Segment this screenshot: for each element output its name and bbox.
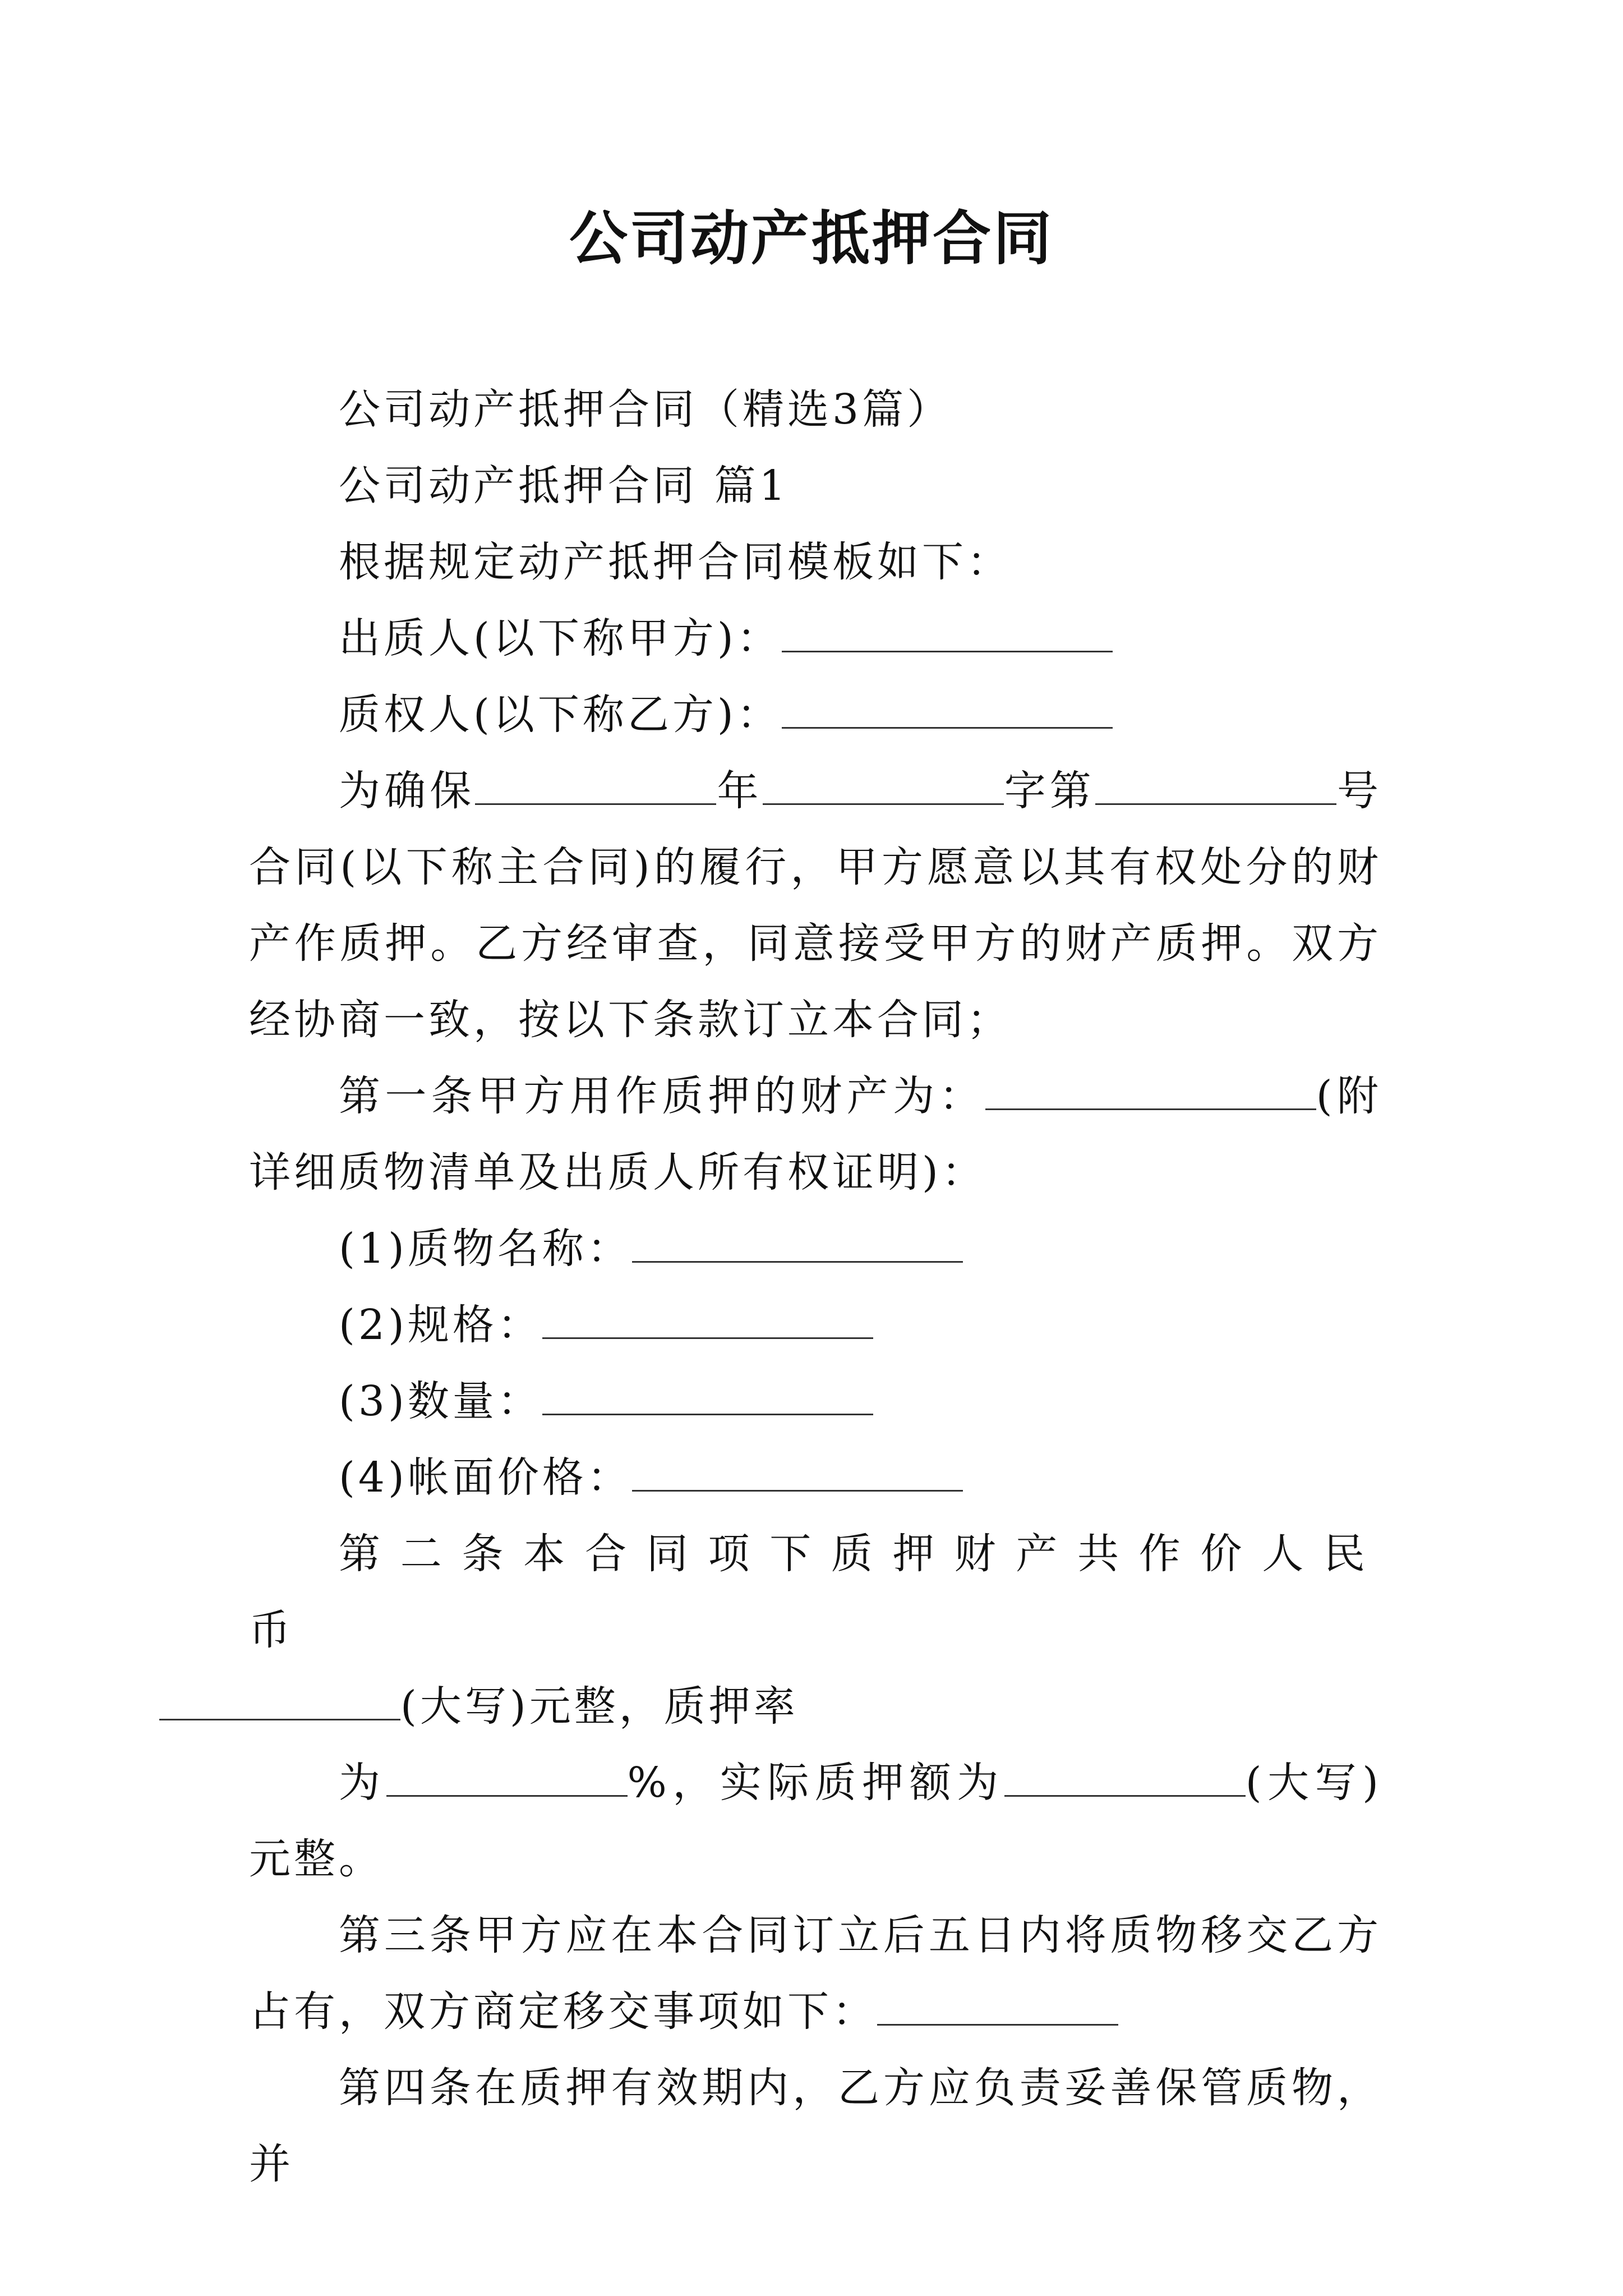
item-spec-line: [249, 1287, 1382, 1363]
actual-pledge-amount-blank: [1004, 1756, 1246, 1797]
item-spec-label: (2)规格：: [339, 1301, 542, 1349]
pledge-rate-text-c: (大写)元整。: [249, 1759, 1382, 1883]
article-1-text-a: 第一条甲方用作质押的财产为：: [339, 1072, 985, 1120]
purpose-text-c: 字第: [1003, 767, 1095, 815]
article-1-paragraph: [249, 1058, 1382, 1211]
article-4-text: 第四条在质押有效期内，乙方应负责妥善保管质物，并: [249, 2064, 1382, 2188]
pledged-property-blank: [985, 1069, 1316, 1110]
article-4-paragraph: [249, 2050, 1382, 2202]
section-heading-text: 公司动产抵押合同 篇1: [339, 462, 789, 510]
pledgee-line: [249, 677, 1382, 753]
contract-number-blank: [1095, 764, 1336, 805]
intro-paragraph: [249, 524, 1382, 600]
purpose-text-a: 为确保: [339, 767, 476, 815]
document-body: [249, 371, 1382, 2202]
pledgor-line: [249, 600, 1382, 677]
intro-text: 根据规定动产抵押合同模板如下：: [339, 538, 1012, 586]
pledge-rate-text-b: %，实际质押额为: [627, 1759, 1004, 1807]
pledgor-label: 出质人(以下称甲方)：: [339, 614, 782, 662]
contract-year-blank: [475, 764, 716, 805]
section-heading: [249, 448, 1382, 524]
item-quantity-label: (3)数量：: [339, 1377, 542, 1425]
document-title: 公司动产抵押合同: [569, 204, 1054, 273]
article-2-text: 第二条本合同项下质押财产共作价人民币: [249, 1530, 1382, 1654]
subtitle-line: [249, 371, 1382, 448]
purpose-paragraph: [249, 753, 1382, 1058]
article-2-continued-text: (大写)元整，质押率: [400, 1682, 799, 1731]
transfer-matters-blank: [877, 1985, 1118, 2026]
item-quantity-line: [249, 1363, 1382, 1439]
item-quantity-blank: [542, 1374, 873, 1415]
item-name-line: [249, 1211, 1382, 1287]
item-value-label: (4)帐面价格：: [339, 1453, 632, 1502]
article-3-paragraph: [249, 1897, 1382, 2050]
item-name-label: (1)质物名称：: [339, 1225, 632, 1273]
item-spec-blank: [542, 1298, 873, 1339]
subtitle-text: 公司动产抵押合同（精选3篇）: [339, 385, 952, 434]
article-2-continued: [249, 1668, 1382, 1745]
valuation-blank: [159, 1680, 400, 1720]
contract-prefix-blank: [763, 764, 1004, 805]
pledge-rate-blank: [386, 1756, 628, 1797]
pledgee-blank: [782, 688, 1113, 729]
article-2-paragraph: [249, 1516, 1382, 1668]
pledge-rate-text-a: 为: [339, 1759, 386, 1807]
item-value-line: [249, 1439, 1382, 1516]
purpose-text-b: 年: [716, 767, 763, 815]
article-1-text-b: (附详细质物清单及出质人所有权证明)：: [249, 1072, 1382, 1197]
item-value-blank: [632, 1451, 963, 1492]
pledgor-blank: [782, 611, 1113, 652]
pledge-rate-paragraph: [249, 1745, 1382, 1897]
item-name-blank: [632, 1222, 963, 1263]
pledgee-label: 质权人(以下称乙方)：: [339, 691, 782, 739]
purpose-text-d: 号合同(以下称主合同)的履行，甲方愿意以其有权处分的财产作质押。乙方经审查，同意接受甲方的财产质押。双方经协商一致，按以下条款订立本合同；: [249, 767, 1382, 1044]
article-3-text: 第三条甲方应在本合同订立后五日内将质物移交乙方占有，双方商定移交事项如下：: [249, 1911, 1382, 2036]
